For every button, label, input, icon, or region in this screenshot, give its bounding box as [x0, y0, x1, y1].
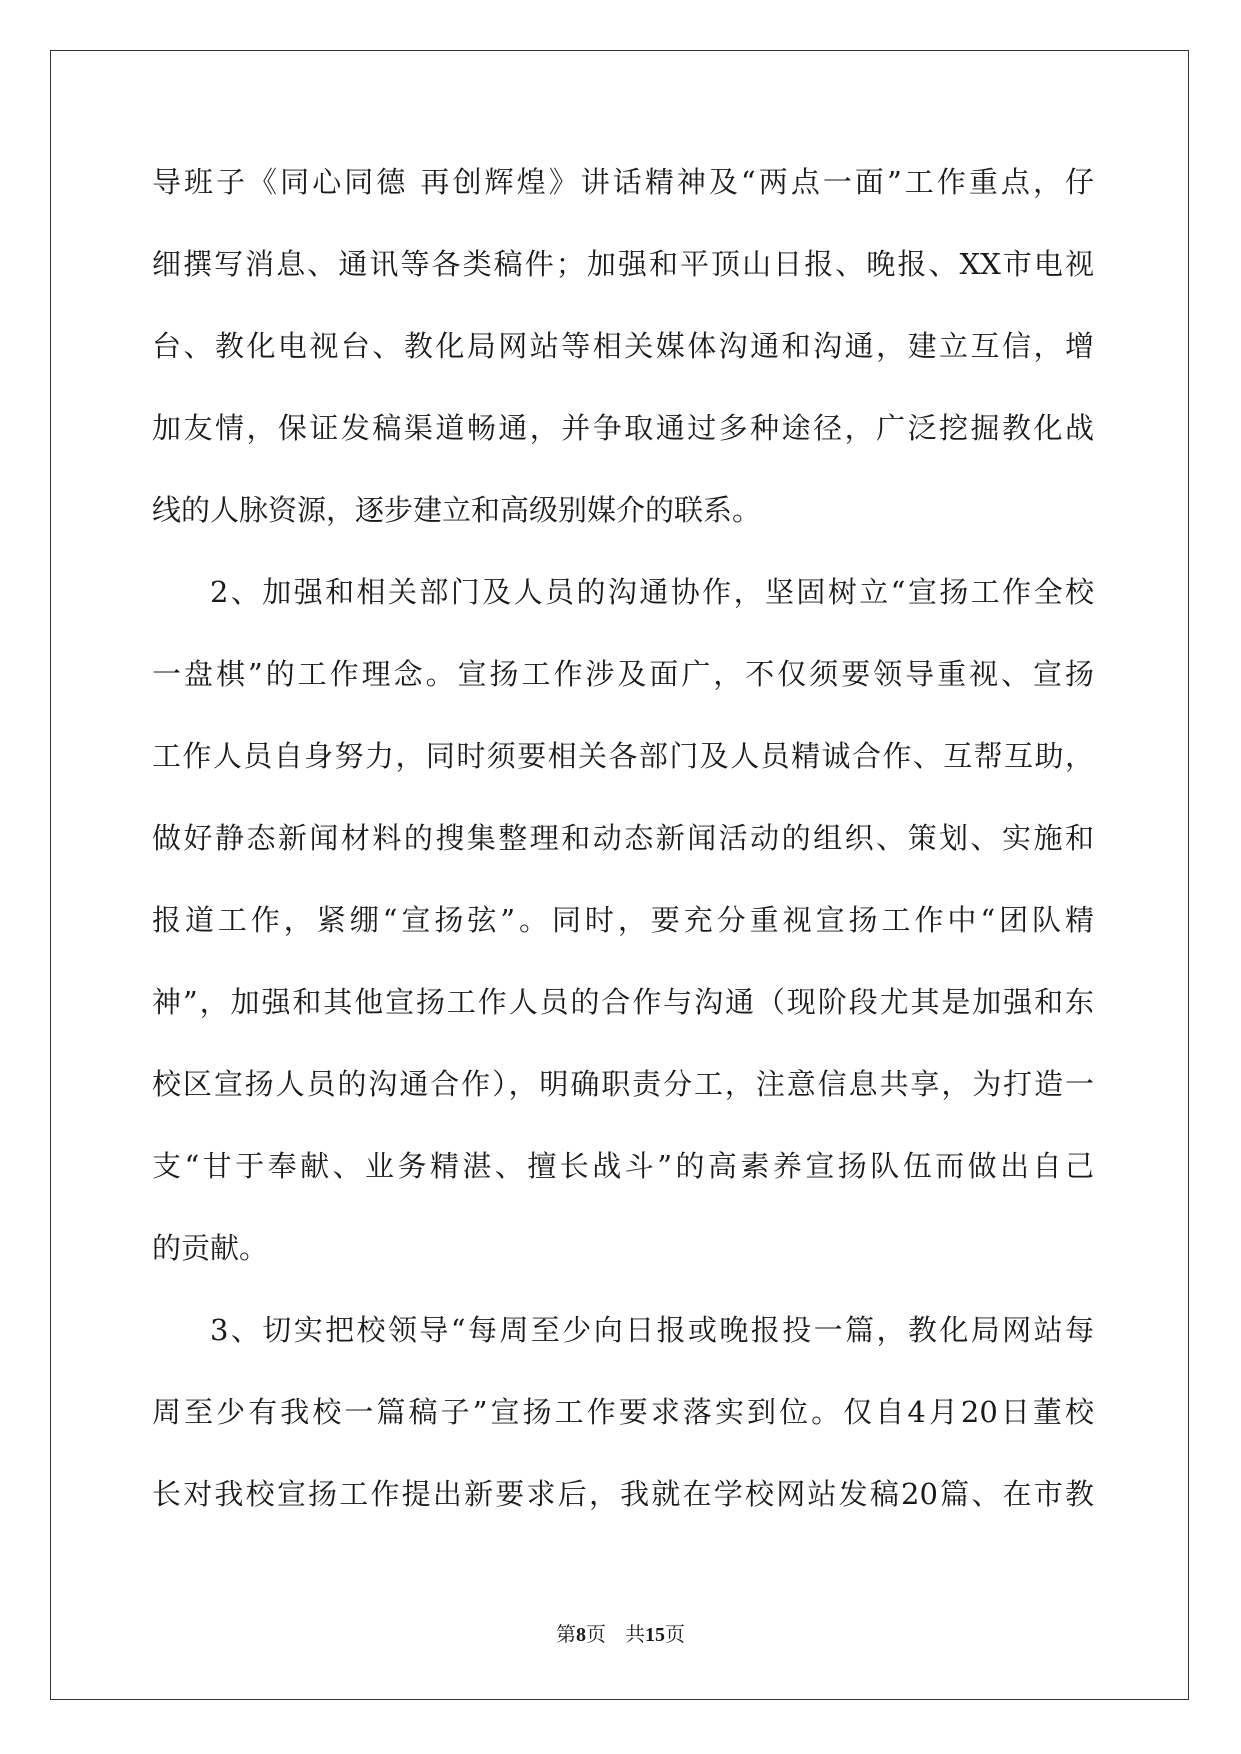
current-page-number: 8 [575, 1624, 586, 1646]
text-line: 校区宣扬人员的沟通合作），明确职责分工，注意信息共享，为打造一 [152, 1067, 1094, 1101]
text-line: 神”，加强和其他宣扬工作人员的合作与沟通（现阶段尤其是加强和东 [152, 985, 1094, 1019]
text-line: 做好静态新闻材料的搜集整理和动态新闻活动的组织、策划、实施和 [152, 821, 1094, 855]
footer-total-suffix: 页 [665, 1622, 686, 1646]
text-line: 线的人脉资源，逐步建立和高级别媒介的联系。 [152, 493, 762, 527]
text-line: 报道工作，紧绷“宣扬弦”。同时，要充分重视宣扬工作中“团队精 [152, 903, 1094, 937]
text-line: 台、教化电视台、教化局网站等相关媒体沟通和沟通，建立互信，增 [152, 329, 1094, 363]
page-footer [0, 1618, 1241, 1647]
text-line: 的贡献。 [152, 1231, 269, 1265]
total-page-count: 15 [645, 1624, 666, 1646]
text-line: 长对我校宣扬工作提出新要求后，我就在学校网站发稿20篇、在市教 [152, 1477, 1094, 1511]
footer-page-suffix: 页 [585, 1622, 606, 1646]
text-line: 细撰写消息、通讯等各类稿件；加强和平顶山日报、晚报、XX市电视 [152, 247, 1094, 281]
paragraph-2-start: 2、加强和相关部门及人员的沟通协作，坚固树立“宣扬工作全校 [210, 575, 1094, 609]
text-line: 一盘棋”的工作理念。宣扬工作涉及面广，不仅须要领导重视、宣扬 [152, 657, 1094, 691]
text-line: 支“甘于奉献、业务精湛、擅长战斗”的高素养宣扬队伍而做出自己 [152, 1149, 1094, 1183]
footer-total-prefix: 共 [625, 1622, 646, 1646]
footer-prefix: 第 [555, 1622, 576, 1646]
text-line: 导班子《同心同德 再创辉煌》讲话精神及“两点一面”工作重点，仔 [152, 165, 1094, 199]
text-line: 加友情，保证发稿渠道畅通，并争取通过多种途径，广泛挖掘教化战 [152, 411, 1094, 445]
text-line: 工作人员自身努力，同时须要相关各部门及人员精诚合作、互帮互助， [152, 739, 1094, 773]
document-body [152, 158, 1094, 1552]
paragraph-3-start: 3、切实把校领导“每周至少向日报或晚报投一篇，教化局网站每 [210, 1313, 1094, 1347]
text-line: 周至少有我校一篇稿子”宣扬工作要求落实到位。仅自4月20日董校 [152, 1395, 1094, 1429]
